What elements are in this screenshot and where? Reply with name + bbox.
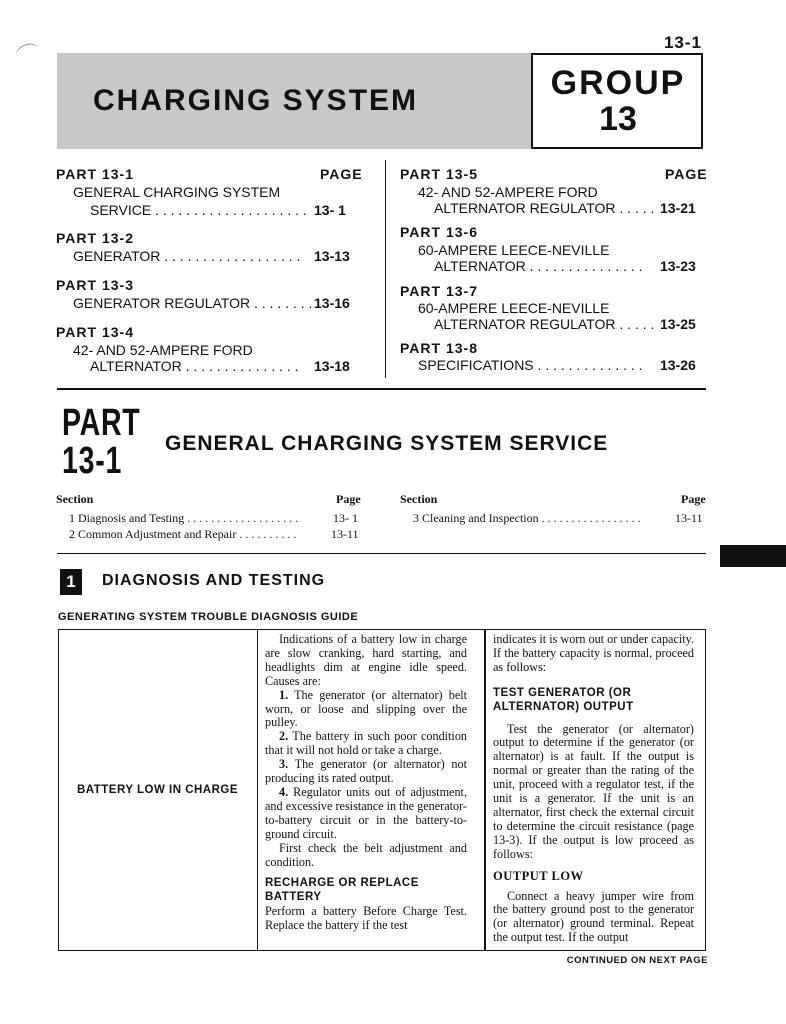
section-label-left: Section [56, 492, 94, 506]
toc-entry-line: ALTERNATOR REGULATOR . . . . . [434, 200, 655, 216]
cause-item: 2. The battery in such poor condition that it will not hold or take a charge. [265, 729, 468, 758]
cause-item: 1. The generator (or alternator) belt worn, or loose and slipping over the pulley. [265, 687, 468, 730]
toc-page-ref[interactable]: 13-25 [660, 316, 696, 332]
toc-entry-line: GENERATOR . . . . . . . . . . . . . . . . . . [73, 248, 301, 264]
horizontal-rule [57, 553, 706, 554]
remedy-column-1 [265, 633, 467, 933]
condition-cell [58, 629, 258, 951]
toc-page-label-right: PAGE [665, 166, 708, 182]
part-title: GENERAL CHARGING SYSTEM SERVICE [165, 432, 609, 455]
toc-entry-line: ALTERNATOR . . . . . . . . . . . . . . . [434, 258, 643, 274]
toc-entry-line: 42- AND 52-AMPERE FORD [73, 342, 253, 358]
toc-part-heading[interactable]: PART 13-6 [400, 224, 478, 240]
horizontal-rule [57, 388, 706, 390]
group-number: 13 [599, 100, 637, 138]
section-number-box: 1 [60, 569, 82, 595]
section-entry[interactable]: 3 Cleaning and Inspection . . . . . . . . . . . . . . . . . [413, 511, 641, 525]
part-number: 13-1 [62, 440, 123, 482]
page-number: 13-1 [663, 33, 702, 52]
group-box [533, 53, 703, 149]
section-entry[interactable]: 1 Diagnosis and Testing . . . . . . . . . . . . . . . . . . . [69, 511, 299, 525]
toc-entry-line: SPECIFICATIONS . . . . . . . . . . . . . . [418, 357, 643, 373]
toc-page-ref[interactable]: 13-13 [314, 248, 350, 264]
cause-item: 4. Regulator units out of adjustment, and excessive resistance in the generator-to-battery circuit or in the battery-to-ground circuit. [265, 784, 467, 841]
test-output-heading: TEST GENERATOR (OR ALTERNATOR) OUTPUT [493, 686, 634, 713]
header-title-panel [57, 53, 533, 149]
section-entry[interactable]: 2 Common Adjustment and Repair . . . . . . . . . . [69, 527, 297, 541]
toc-part-heading[interactable]: PART 13-4 [56, 324, 134, 340]
toc-entry-line: GENERAL CHARGING SYSTEM [73, 184, 281, 200]
section-label-right: Section [400, 492, 438, 506]
toc-part-heading[interactable]: PART 13-3 [56, 277, 134, 293]
toc-page-ref[interactable]: 13-23 [660, 258, 696, 274]
toc-part-heading[interactable]: PART 13-7 [400, 283, 478, 299]
test-output-paragraph: Test the generator (or alternator) output to determine if the generator (or alternator) is at fault. If the output is normal or greater than the rating of the unit, proceed with a regulator test, if the unit is a generator. If the unit is an alternator, first check the external circuit to determine the circuit resistance (page 13-3). If the output is low proceed as follows: [493, 721, 694, 861]
toc-page-ref[interactable]: 13-26 [660, 357, 696, 373]
continued-notice: CONTINUED ON NEXT PAGE [566, 955, 708, 966]
thumb-index-tab [720, 545, 786, 567]
recharge-paragraph: Perform a battery Before Charge Test. Replace the battery if the test [265, 904, 467, 933]
toc-entry-line: 60-AMPERE LEECE-NEVILLE [418, 242, 610, 258]
toc-entry-line: 42- AND 52-AMPERE FORD [418, 184, 598, 200]
section-title: DIAGNOSIS AND TESTING [102, 572, 326, 589]
toc-entry-line: SERVICE . . . . . . . . . . . . . . . . . . . . [90, 202, 307, 218]
part-label: PART [62, 402, 141, 444]
toc-part-heading[interactable]: PART 13-1 [56, 166, 134, 182]
intro-paragraph: Indications of a battery low in charge are slow cranking, hard starting, and headlights dim at engine idle speed. Causes are: [265, 632, 467, 688]
remedy-column-2 [493, 633, 694, 945]
guide-title: GENERATING SYSTEM TROUBLE DIAGNOSIS GUIDE [58, 611, 359, 623]
section-page-ref[interactable]: 13-11 [675, 511, 703, 525]
section-page-ref[interactable]: 13- 1 [333, 511, 358, 525]
toc-entry-line: ALTERNATOR . . . . . . . . . . . . . . . [90, 358, 299, 374]
page-corner-mark [13, 40, 42, 66]
page-label-right: Page [681, 492, 706, 506]
toc-page-ref[interactable]: 13- 1 [314, 202, 346, 218]
toc-entry-line: ALTERNATOR REGULATOR . . . . . [434, 316, 655, 332]
output-low-paragraph: Connect a heavy jumper wire from the battery ground post to the generator (or alternator) ground terminal. Repeat the output test. If the output [493, 888, 694, 945]
toc-page-ref[interactable]: 13-16 [314, 295, 350, 311]
page-label-left: Page [336, 492, 361, 506]
toc-entry-line: GENERATOR REGULATOR . . . . . . . . [73, 295, 313, 311]
table-column-divider [484, 629, 486, 951]
toc-page-label-left: PAGE [320, 166, 363, 182]
toc-page-ref[interactable]: 13-21 [660, 200, 696, 216]
toc-part-heading[interactable]: PART 13-8 [400, 340, 478, 356]
continued-paragraph: indicates it is worn out or under capacity. If the battery capacity is normal, proceed as follows: [493, 632, 694, 674]
recharge-heading: RECHARGE OR REPLACE BATTERY [265, 877, 419, 904]
toc-column-divider [385, 160, 386, 378]
check-paragraph: First check the belt adjustment and condition. [265, 840, 467, 869]
cause-item: 3. The generator (or alternator) not producing its rated output. [265, 757, 467, 786]
toc-entry-line: 60-AMPERE LEECE-NEVILLE [418, 300, 610, 316]
toc-part-heading[interactable]: PART 13-5 [400, 166, 478, 182]
toc-page-ref[interactable]: 13-18 [314, 358, 350, 374]
condition-label: BATTERY LOW IN CHARGE [76, 784, 239, 796]
toc-part-heading[interactable]: PART 13-2 [56, 230, 134, 246]
part-number-block [62, 404, 167, 480]
output-low-heading: OUTPUT LOW [493, 868, 584, 883]
group-label: GROUP [550, 64, 686, 102]
section-page-ref[interactable]: 13-11 [331, 527, 359, 541]
chapter-title: CHARGING SYSTEM [93, 84, 419, 117]
